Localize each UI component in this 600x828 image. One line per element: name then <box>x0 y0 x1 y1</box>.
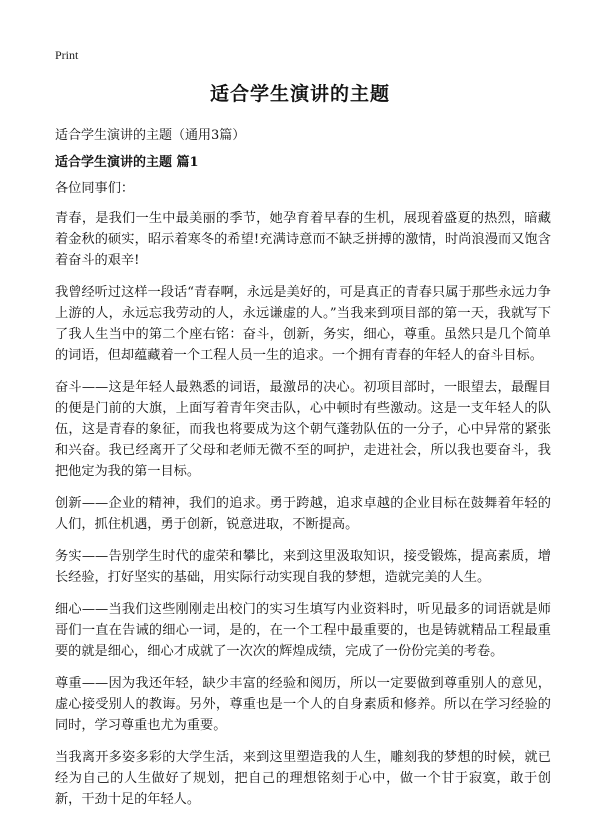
paragraph-motto: 我曾经听过这样一段话“青春啊，永远是美好的，可是真正的青春只属于那些永远力争上游的人，永远忘我劳动的人，永远谦虚的人。”当我来到项目部的第一天，我就写下了我人生当中的第二个座右铭：奋斗，创新，务实，细心，尊重。虽然只是几个简单的词语，但却蕴藏着一个工程人员一生的追求。一个拥有青春的年轻人的奋斗目标。 <box>55 285 551 363</box>
paragraph-closing: 当我离开多姿多彩的大学生活，来到这里塑造我的人生，雕刻我的梦想的时候，就已经为自己的人生做好了规划，把自己的理想铭刻于心中，做一个甘于寂寞，敢于创新，干劲十足的年轻人。 <box>55 750 551 807</box>
paragraph-careful: 细心——当我们这些刚刚走出校门的实习生填写内业资料时，听见最多的词语就是师哥们一直在告诫的细心一词，是的，在一个工程中最重要的，也是铸就精品工程最重要的就是细心，细心才成就了一次次的辉煌成绩，完成了一份份完美的考卷。 <box>55 602 551 659</box>
paragraph-respect: 尊重——因为我还年轻，缺少丰富的经验和阅历，所以一定要做到尊重别人的意见，虚心接受别人的教诲。另外，尊重也是一个人的自身素质和修养。所以在学习经验的同时，学习尊重也尤为重要。 <box>55 676 551 733</box>
paragraph-youth: 青春，是我们一生中最美丽的季节，她孕育着早春的生机，展现着盛夏的热烈，暗藏着金秋的硕实，昭示着寒冬的希望!充满诗意而不缺乏拼搏的激情，时尚浪漫而又饱含着奋斗的艰辛! <box>55 211 551 268</box>
paragraph-innovate: 创新——企业的精神，我们的追求。勇于跨越，追求卓越的企业目标在鼓舞着年轻的人们，抓住机遇，勇于创新，锐意进取，不断提高。 <box>55 496 551 532</box>
greeting-paragraph: 各位同事们： <box>55 181 135 196</box>
page-title: 适合学生演讲的主题 <box>209 83 390 105</box>
print-link[interactable]: Print <box>55 48 79 62</box>
document-subtitle: 适合学生演讲的主题（通用3篇） <box>55 128 246 143</box>
article-body <box>55 178 551 821</box>
paragraph-pragmatic: 务实——告别学生时代的虚荣和攀比，来到这里汲取知识，接受锻炼，提高素质，增长经验，打好坚实的基础，用实际行动实现自我的梦想，造就完美的人生。 <box>55 549 551 585</box>
paragraph-strive: 奋斗——这是年轻人最熟悉的词语，最激昂的决心。初项目部时，一眼望去，最醒目的便是门前的大旗，上面写着青年突击队，心中顿时有些激动。这是一支年轻人的队伍，这是青春的象征，而我也将要成为这个朝气蓬勃队伍的一分子，心中异常的紧张和兴奋。我已经离开了父母和老师无微不至的呵护，走进社会，所以我也要奋斗，我把他定为我的第一目标。 <box>55 380 551 479</box>
section-heading: 适合学生演讲的主题 篇1 <box>55 155 199 170</box>
